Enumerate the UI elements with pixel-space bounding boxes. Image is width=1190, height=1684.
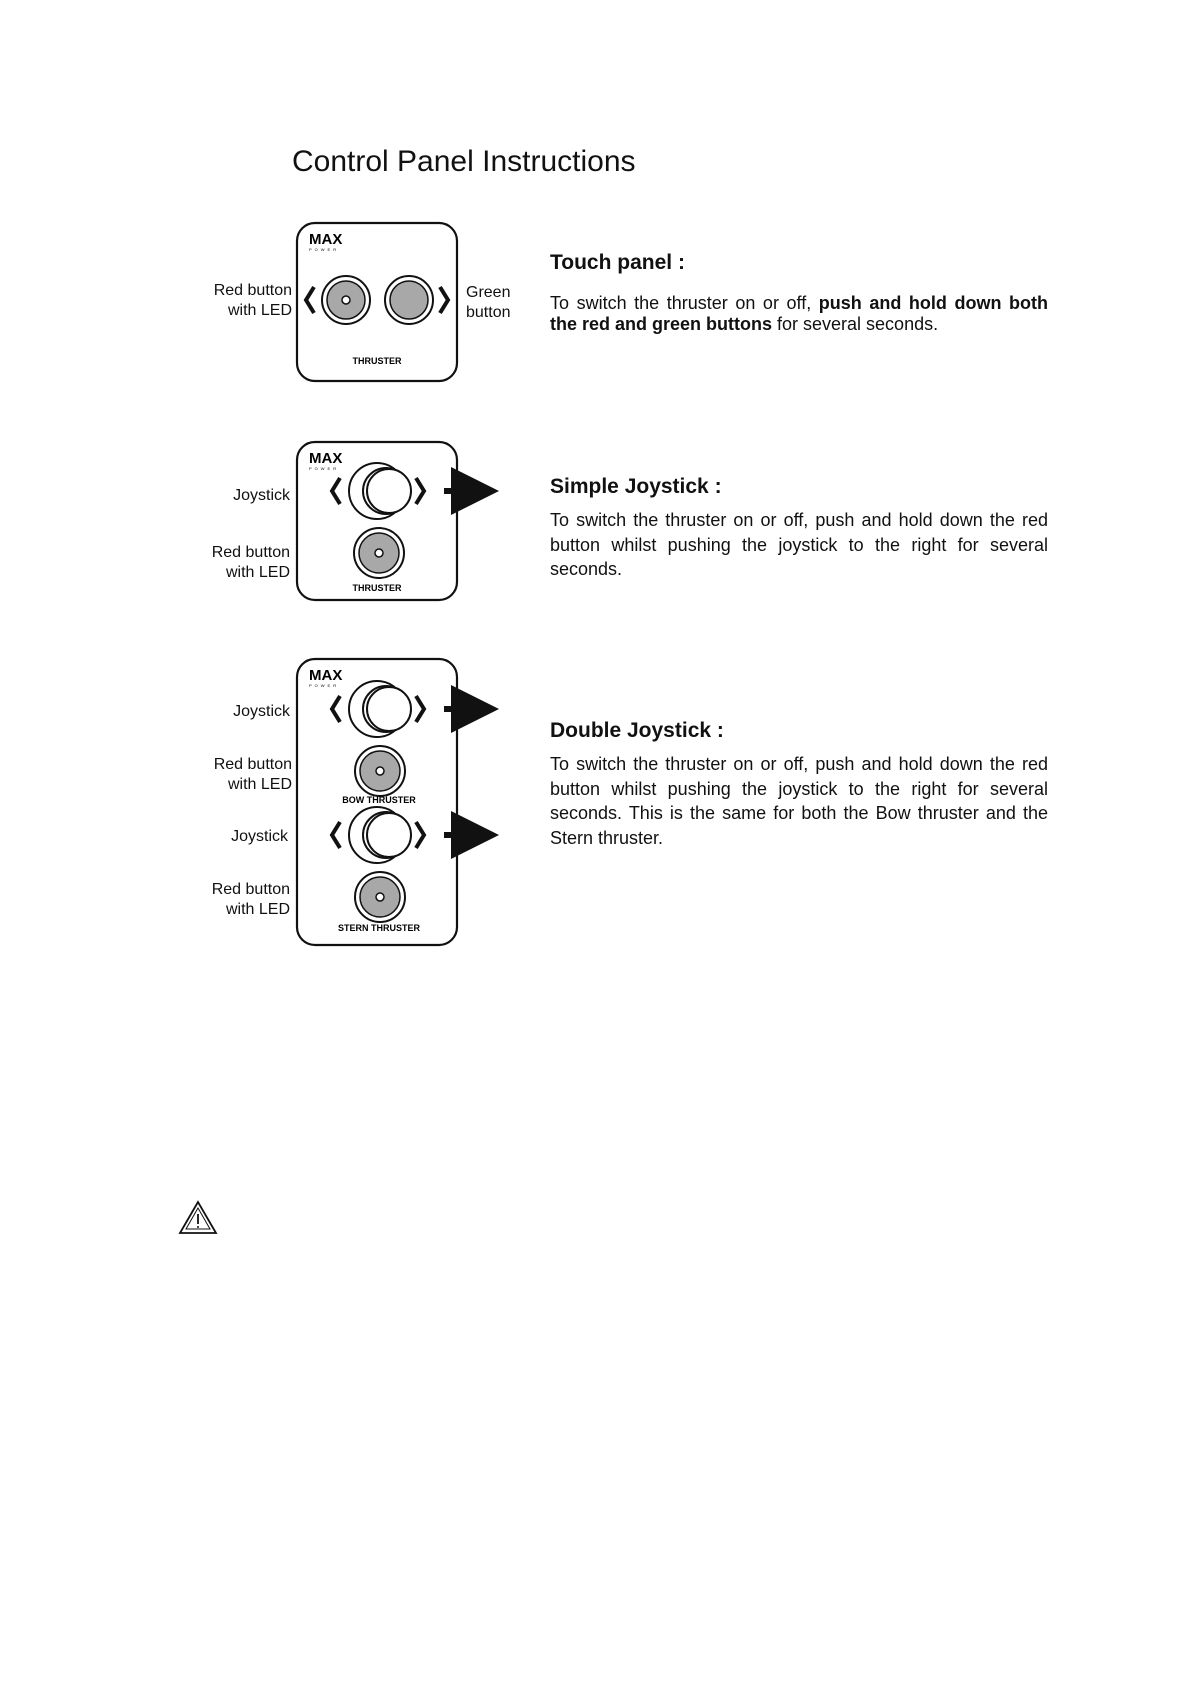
double-joystick-diagram <box>297 659 493 945</box>
led-icon <box>342 296 350 304</box>
label-joystick-stern: Joystick <box>231 828 288 845</box>
panel-label: BOW THRUSTER <box>342 795 416 805</box>
chevron-left-icon <box>332 696 340 722</box>
chevron-right-icon <box>416 822 424 848</box>
chevron-right-icon <box>416 696 424 722</box>
max-power-logo-sub: POWER <box>309 247 340 252</box>
led-icon <box>375 549 383 557</box>
touch-panel-heading: Touch panel : <box>550 251 685 274</box>
chevron-right-icon <box>440 287 448 313</box>
led-icon <box>376 893 384 901</box>
label-red-button-led: Red button with LED <box>213 282 292 319</box>
double-joystick-description: To switch the thruster on or off, push and hold down the red button whilst pushing the joystick to the right for several seconds. This is the same for both the Bow thruster and the Stern thruster. <box>550 754 1048 848</box>
chevron-left-icon <box>332 478 340 504</box>
panel-label: THRUSTER <box>352 583 402 593</box>
joystick-knob <box>367 687 411 731</box>
chevron-right-icon <box>416 478 424 504</box>
max-power-logo-sub: POWER <box>309 466 340 471</box>
simple-joystick-diagram <box>297 442 493 600</box>
touch-panel-diagram <box>297 223 457 381</box>
max-power-logo: MAX <box>309 667 343 684</box>
label-joystick: Joystick <box>233 487 290 504</box>
double-joystick-heading: Double Joystick : <box>550 719 724 742</box>
joystick-knob <box>367 469 411 513</box>
label-green-button: Green button <box>466 284 511 321</box>
chevron-left-icon <box>332 822 340 848</box>
label-joystick-bow: Joystick <box>233 703 290 720</box>
panel-label: STERN THRUSTER <box>337 923 421 933</box>
touch-panel-description: To switch the thruster on or off, push and hold down both the red and green buttons for several seconds. <box>550 293 1048 334</box>
max-power-logo: MAX <box>309 450 343 467</box>
simple-joystick-description: To switch the thruster on or off, push and hold down the red button whilst pushing the joystick to the right for several seconds. <box>550 510 1048 579</box>
led-icon <box>376 767 384 775</box>
max-power-logo: MAX <box>309 231 343 248</box>
max-power-logo-sub: POWER <box>309 683 340 688</box>
warning-icon <box>180 1202 216 1233</box>
simple-joystick-heading: Simple Joystick : <box>550 475 722 498</box>
label-red-button-bow: Red button with LED <box>213 756 292 793</box>
page-title: Control Panel Instructions <box>292 145 636 178</box>
label-red-button-stern: Red button with LED <box>211 881 290 918</box>
label-red-button-led: Red button with LED <box>211 544 290 581</box>
chevron-left-icon <box>306 287 314 313</box>
panel-label: THRUSTER <box>352 356 402 366</box>
joystick-knob <box>367 813 411 857</box>
green-button <box>390 281 428 319</box>
